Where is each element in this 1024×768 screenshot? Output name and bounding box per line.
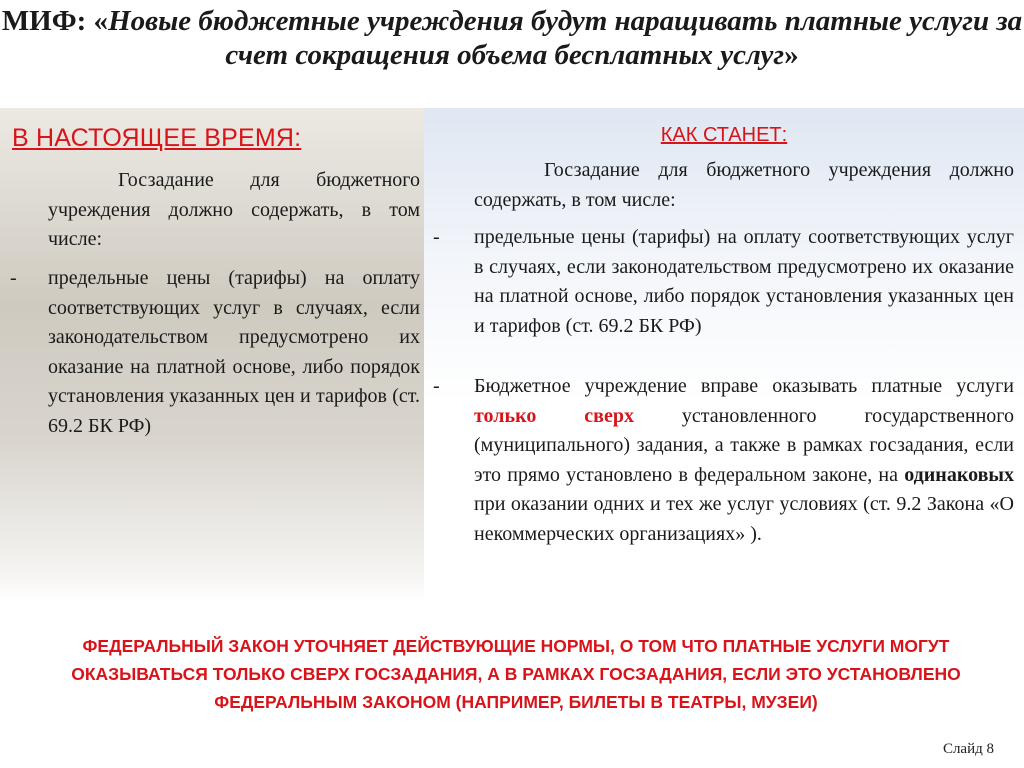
- title-prefix: МИФ: «: [1, 5, 109, 37]
- right-bullet2-part2: установленного государственного (муниципального) задания, а также в рамках госзадания, если это прямо установлено в федеральном законе, на: [474, 404, 1015, 486]
- right-column-heading: КАК СТАНЕТ:: [660, 124, 788, 146]
- right-intro-paragraph: Госзадание для бюджетного учреждения должно содержать, в том числе:: [474, 159, 1014, 211]
- slide-number: Слайд 8: [942, 741, 994, 757]
- slide-title: [0, 4, 1024, 72]
- right-bullet1-text: предельные цены (тарифы) на оплату соответствующих услуг в случаях, если законодательством предусмотрено их оказание на платной основе, либо порядок установления указанных цен и тарифов (ст. 69.2 БК РФ): [474, 226, 1014, 337]
- highlight-only-above: только сверх: [474, 404, 634, 427]
- right-bullet1-mark: -: [433, 226, 440, 248]
- right-bullet2-text: [474, 372, 1014, 549]
- left-bullet-text: предельные цены (тарифы) на оплату соответствующих услуг в случаях, если законодательством предусмотрено их оказание на платной основе, либо порядок установления указанных цен и тарифов (ст. 69.2 БК РФ): [48, 267, 420, 437]
- title-suffix: »: [784, 39, 799, 71]
- right-bullet2-mark: -: [433, 375, 440, 397]
- left-column-heading: В НАСТОЯЩЕЕ ВРЕМЯ:: [12, 124, 302, 152]
- title-myth-text: Новые бюджетные учреждения будут наращивать платные услуги за счет сокращения объема бесплатных услуг: [108, 5, 1023, 71]
- left-bullet-mark: -: [10, 267, 17, 289]
- highlight-equal: одинаковых: [904, 463, 1014, 486]
- left-intro-paragraph: Госзадание для бюджетного учреждения должно содержать, в том числе:: [48, 169, 420, 250]
- federal-law-note: ФЕДЕРАЛЬНЫЙ ЗАКОН УТОЧНЯЕТ ДЕЙСТВУЮЩИЕ НОРМЫ, О ТОМ ЧТО ПЛАТНЫЕ УСЛУГИ МОГУТ ОКАЗЫВАТЬСЯ ТОЛЬКО СВЕРХ ГОСЗАДАНИЯ, А В РАМКАХ ГОСЗАДАНИЯ, ЕСЛИ ЭТО УСТАНОВЛЕНО ФЕДЕРАЛЬНЫМ ЗАКОНОМ (НАПРИМЕР, БИЛЕТЫ В ТЕАТРЫ, МУЗЕИ): [71, 636, 961, 712]
- right-bullet2-part3: при оказании одних и тех же услуг условиях (ст. 9.2 Закона «О некоммерческих организациях» ).: [474, 493, 1014, 545]
- right-bullet2-part1: Бюджетное учреждение вправе оказывать платные услуги: [474, 375, 1014, 397]
